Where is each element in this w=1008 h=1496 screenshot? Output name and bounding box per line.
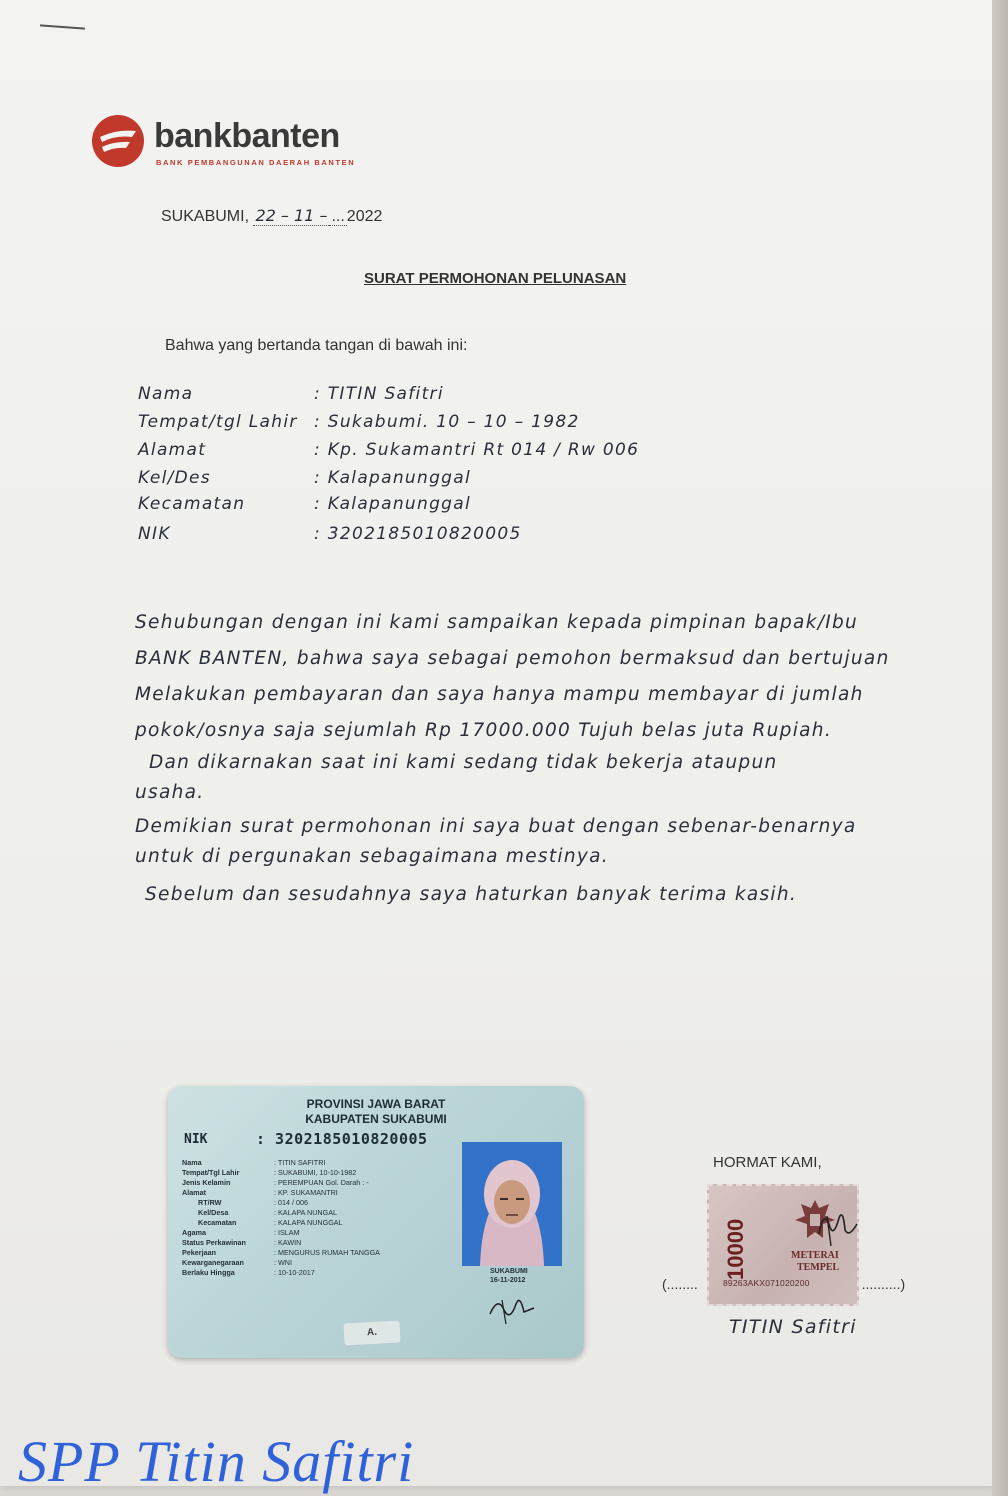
field-row-kecamatan [138,494,698,520]
signature-line [662,1276,905,1292]
field-row-nik [138,524,698,550]
stamp-signature [813,1204,859,1250]
id-card [168,1086,584,1358]
ktp-row-value: : ISLAM [274,1228,300,1237]
ktp-row-value: : KP. SUKAMANTRI [274,1188,338,1197]
stamp-value-graphic [721,1202,749,1282]
field-value: : TITIN Safitri [314,384,444,404]
body-line: usaha. [135,782,205,803]
ktp-nik: : 3202185010820005 [256,1130,428,1148]
field-label: Kel/Des [138,468,211,488]
body-line: Melakukan pembayaran dan saya hanya mampu membayar di jumlah [135,684,864,705]
ktp-row-value: : KAWIN [274,1238,302,1247]
ktp-row-value: : 10-10-2017 [274,1268,315,1277]
field-label: Tempat/tgl Lahir [138,412,298,432]
field-value: : Sukabumi. 10 – 10 – 1982 [314,412,580,432]
stamp-label-1: METERAI [791,1250,839,1261]
field-value: : Kp. Sukamantri Rt 014 / Rw 006 [314,440,640,460]
field-value: : 3202185010820005 [314,524,522,544]
stamp-label-2: TEMPEL [797,1262,840,1273]
ktp-row-label: Alamat [182,1188,206,1197]
ktp-row-value: : 014 / 006 [274,1198,308,1207]
bank-name: bankbanten [154,117,340,155]
ktp-row-value: : PEREMPUAN Gol. Darah : - [274,1178,369,1187]
ktp-row-label: Tempat/Tgl Lahir [182,1168,240,1177]
ktp-row-label: Jenis Kelamin [182,1178,231,1187]
ktp-row-label: Berlaku Hingga [182,1268,235,1277]
body-line: untuk di pergunakan sebagaimana mestinya. [135,846,609,867]
letter-title: SURAT PERMOHONAN PELUNASAN [364,270,627,287]
ktp-row-label: Status Perkawinan [182,1238,246,1247]
bank-subtitle: BANK PEMBANGUNAN DAERAH BANTEN [156,158,356,167]
ktp-row-label: Kewarganegaraan [182,1258,244,1267]
intro-text: Bahwa yang bertanda tangan di bawah ini: [165,337,468,354]
stamp-value: 10000 [723,1218,748,1280]
signer-name: TITIN Safitri [729,1316,857,1338]
ktp-row-label: Nama [182,1158,202,1167]
paren-right: ..........) [861,1276,906,1292]
ktp-row-label: Pekerjaan [182,1248,216,1257]
date-day-month: 22 – 11 – [255,206,328,225]
body-line: Dan dikarnakan saat ini kami sedang tidak bekerja ataupun [149,752,778,773]
portrait-image [462,1142,562,1266]
field-row-kel [138,468,698,494]
field-label: Nama [138,384,194,404]
body-line: Demikian surat permohonan ini saya buat dengan sebenar-benarnya [135,816,857,837]
bank-logo-icon [92,115,144,167]
ktp-signature [484,1286,544,1326]
body-line: Sehubungan dengan ini kami sampaikan kepada pimpinan bapak/Ibu [135,612,859,633]
city: SUKABUMI, [161,208,250,225]
stamp-serial: 89263AKX071020200 [723,1278,810,1288]
ktp-thumbprint: A. [343,1321,400,1346]
image-caption: SPP Titin Safitri [18,1429,415,1494]
body-line: pokok/osnya saja sejumlah Rp 17000.000 Tujuh belas juta Rupiah. [135,720,833,741]
field-label: Kecamatan [138,494,246,514]
ktp-row-label: RT/RW [198,1198,222,1207]
ktp-row-value: : TITIN SAFITRI [274,1158,326,1167]
field-value: : Kalapanunggal [314,468,471,488]
ktp-row-value: : KALAPA NUNGGAL [274,1218,343,1227]
date-year: 2022 [346,208,383,225]
ktp-row-label: Agama [182,1228,206,1237]
body-line: BANK BANTEN, bahwa saya sebagai pemohon bermaksud dan bertujuan [135,648,890,669]
ktp-issue-date: 16-11-2012 [490,1277,526,1284]
ktp-row-value: : WNI [274,1258,292,1267]
field-row-alamat [138,440,698,466]
field-row-nama [138,384,698,410]
ktp-issue-city: SUKABUMI [490,1268,528,1275]
place-date: SUKABUMI, 22 – 11 – ... 2022 [161,206,383,225]
field-row-ttl [138,412,698,438]
ktp-row-value: : MENGURUS RUMAH TANGGA [274,1248,380,1257]
paper-edge [992,0,1008,1496]
field-label: Alamat [138,440,207,460]
field-label: NIK [138,524,171,544]
ktp-row-label: Kecamatan [198,1218,237,1227]
ktp-row-label: Kel/Desa [198,1208,229,1217]
paren-left: (........ [662,1276,698,1292]
body-line: Sebelum dan sesudahnya saya haturkan banyak terima kasih. [145,884,798,905]
ktp-province: PROVINSI JAWA BARAT [306,1097,446,1111]
id-photo [462,1142,562,1266]
pen-mark [40,24,85,29]
field-value: : Kalapanunggal [314,494,471,514]
ktp-row-value: : SUKABUMI, 10-10-1982 [274,1168,357,1177]
ktp-row-value: : KALAPA NUNGAL [274,1208,337,1217]
ktp-regency: KABUPATEN SUKABUMI [305,1112,447,1126]
closing-greeting: HORMAT KAMI, [713,1154,822,1171]
ktp-nik-label: NIK [184,1132,208,1147]
bank-logo [92,113,392,177]
